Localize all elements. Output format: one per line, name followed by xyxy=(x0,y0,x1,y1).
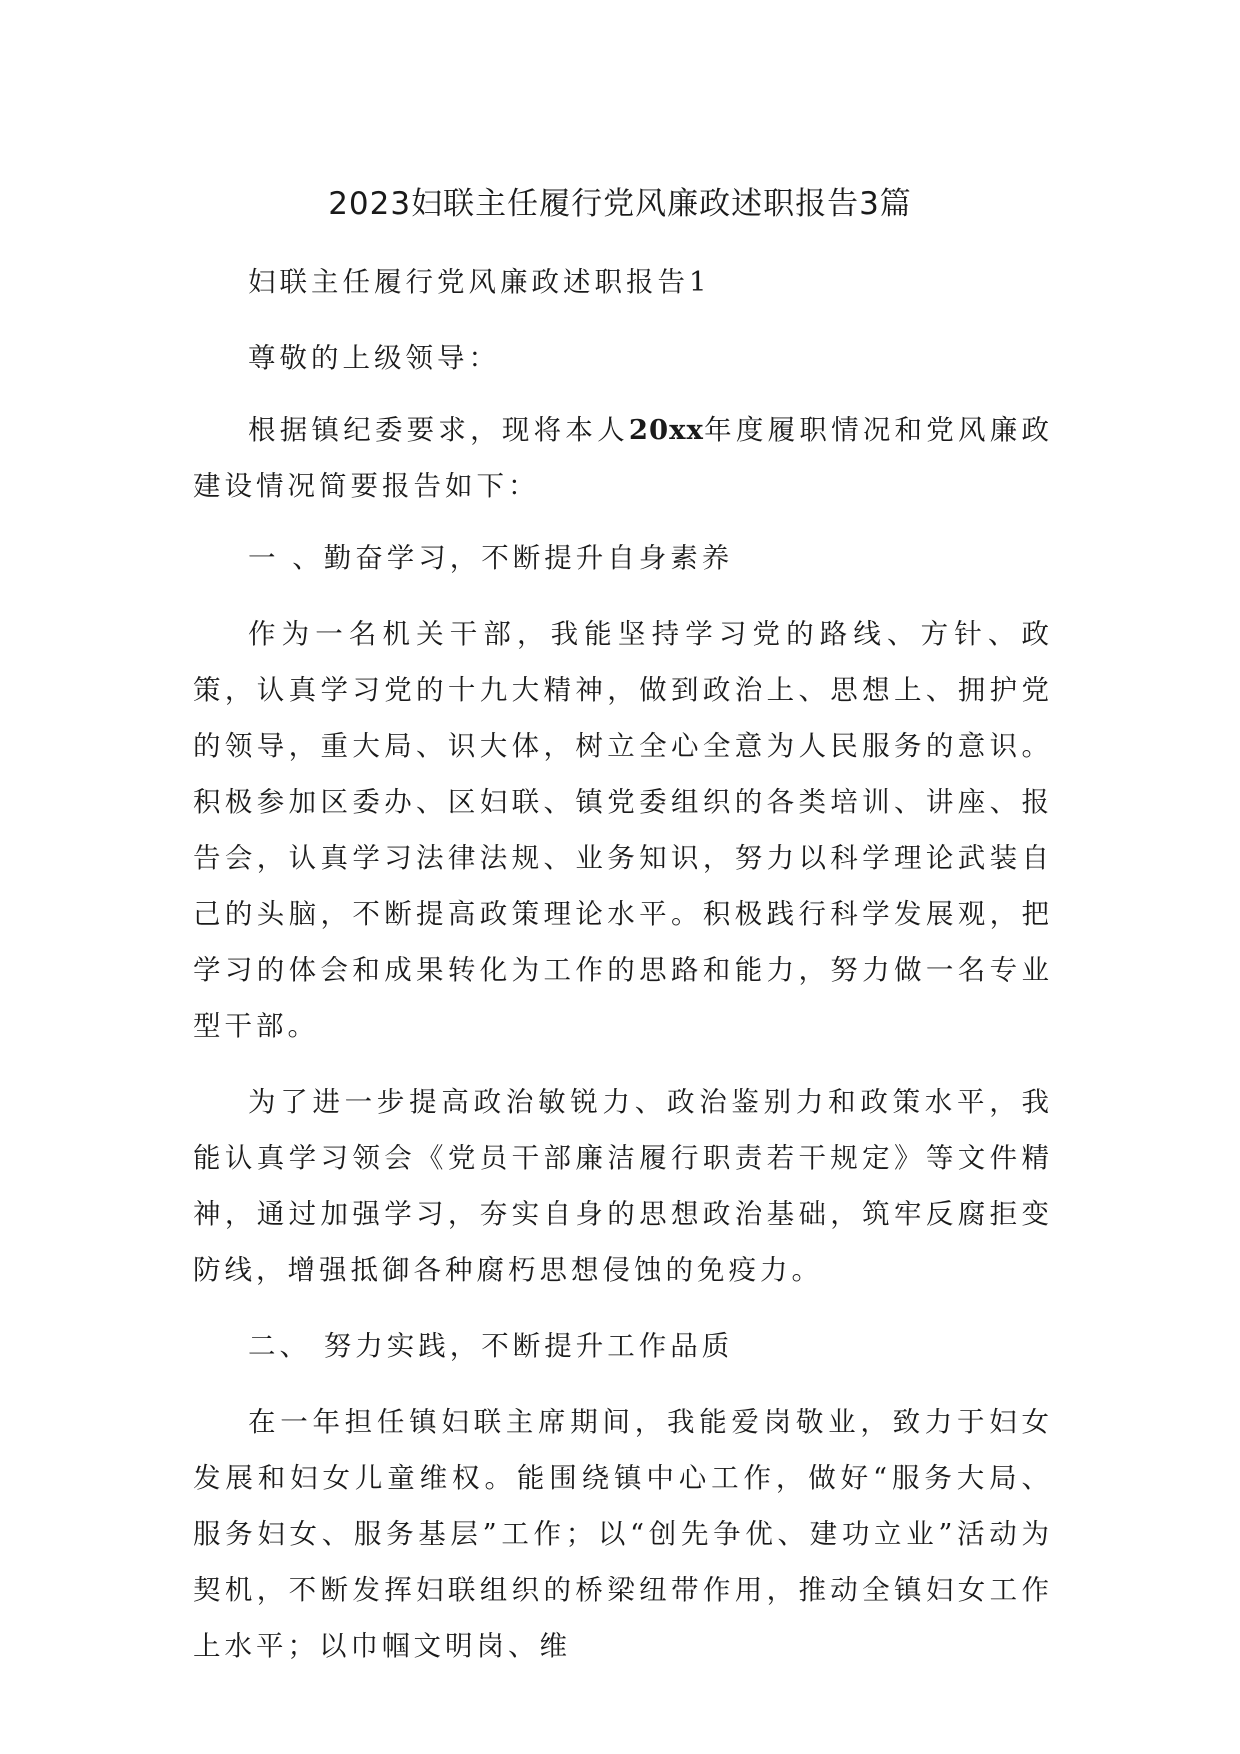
report-subtitle: 妇联主任履行党风廉政述职报告1 xyxy=(248,266,711,298)
section-1-paragraph-1: 作为一名机关干部，我能坚持学习党的路线、方针、政策，认真学习党的十九大精神，做到政治上、思想上、拥护党的领导，重大局、识大体，树立全心全意为人民服务的意识。积极参加区委办、区妇联、镇党委组织的各类培训、讲座、报告会，认真学习法律法规、业务知识，努力以科学理论武装自己的头脑，不断提高政策理论水平。积极践行科学发展观，把学习的体会和成果转化为工作的思路和能力，努力做一名专业型干部。 xyxy=(193,618,1053,1042)
section-2-heading: 二、 努力实践，不断提升工作品质 xyxy=(248,1330,734,1362)
intro-text-after: 年度履职情况和党风廉政建设情况简要报告如下： xyxy=(193,414,1054,502)
section-1-heading: 一 、勤奋学习，不断提升自身素养 xyxy=(248,542,734,574)
intro-year: 20xx xyxy=(628,414,704,446)
intro-text-before: 根据镇纪委要求，现将本人 xyxy=(248,414,629,446)
section-2-paragraph-1: 在一年担任镇妇联主席期间，我能爱岗敬业，致力于妇女发展和妇女儿童维权。能围绕镇中心工作，做好“服务大局、服务妇女、服务基层”工作；以“创先争优、建功立业”活动为契机，不断发挥妇联组织的桥梁纽带作用，推动全镇妇女工作上水平；以巾帼文明岗、维 xyxy=(193,1406,1053,1662)
document-title: 2023妇联主任履行党风廉政述职报告3篇 xyxy=(328,186,912,222)
document-body xyxy=(193,254,1053,1674)
salutation: 尊敬的上级领导： xyxy=(248,342,500,374)
intro-paragraph xyxy=(193,402,1053,514)
section-1-paragraph-2: 为了进一步提高政治敏锐力、政治鉴别力和政策水平，我能认真学习领会《党员干部廉洁履行职责若干规定》等文件精神，通过加强学习，夯实自身的思想政治基础，筑牢反腐拒变防线，增强抵御各种腐朽思想侵蚀的免疫力。 xyxy=(193,1086,1053,1286)
